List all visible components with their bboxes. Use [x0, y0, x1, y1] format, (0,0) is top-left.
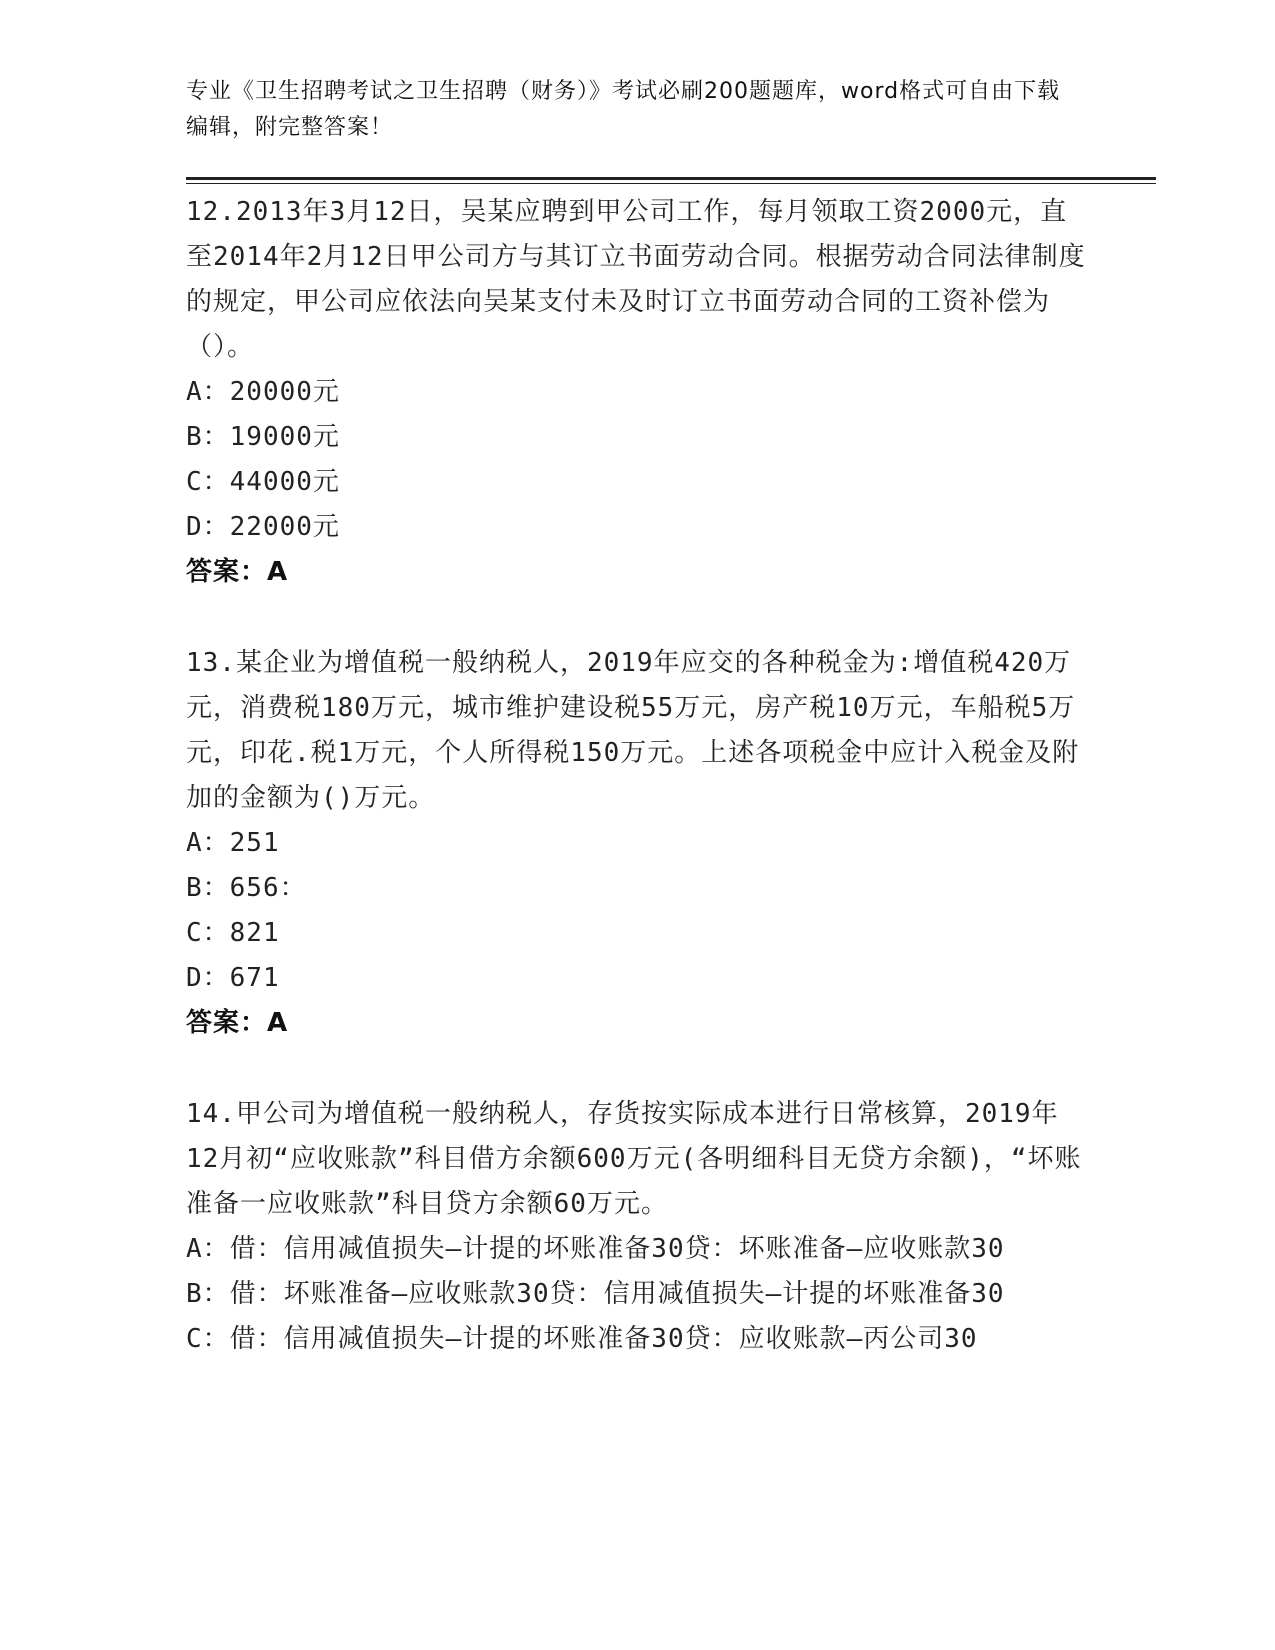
answer-line: 答案：A [186, 1008, 289, 1038]
option-b: B：19000元 [186, 422, 340, 452]
question-stem: 13.某企业为增值税一般纳税人，2019年应交的各种税金为:增值税420万元，消费税180万元，城市维护建设税55万元，房产税10万元，车船税5万元，印花.税1万元，个人所得税150万元。上述各项税金中应计入税金及附加的金额为()万元。 [186, 648, 1080, 813]
document-header: 专业《卫生招聘考试之卫生招聘（财务）》考试必刷200题题库，word格式可自由下载编辑，附完整答案！ [186, 79, 1061, 140]
option-a: A：251 [186, 828, 280, 858]
option-c: C：821 [186, 918, 280, 948]
question-stem: 12.2013年3月12日，吴某应聘到甲公司工作，每月领取工资2000元，直至2014年2月12日甲公司方与其订立书面劳动合同。根据劳动合同法律制度的规定，甲公司应依法向吴某支付未及时订立书面劳动合同的工资补偿为（）。 [186, 197, 1086, 362]
option-d: D：671 [186, 963, 280, 993]
header-divider-thin [186, 183, 1156, 184]
question-stem: 14.甲公司为增值税一般纳税人，存货按实际成本进行日常核算，2019年12月初“应收账款”科目借方余额600万元(各明细科目无贷方余额)，“坏账准备一应收账款”科目贷方余额60万元。 [186, 1099, 1082, 1219]
option-c: C：借：信用减值损失—计提的坏账准备30贷：应收账款—丙公司30 [186, 1324, 978, 1354]
question-14 [186, 1092, 1086, 1362]
answer-line: 答案：A [186, 557, 289, 587]
header-divider-thick [186, 177, 1156, 180]
option-b: B：656： [186, 873, 307, 903]
option-b: B：借：坏账准备—应收账款30贷：信用减值损失—计提的坏账准备30 [186, 1279, 1005, 1309]
question-list [186, 190, 1086, 1408]
option-c: C：44000元 [186, 467, 340, 497]
option-a: A：20000元 [186, 377, 340, 407]
option-d: D：22000元 [186, 512, 340, 542]
question-12 [186, 190, 1086, 595]
option-a: A：借：信用减值损失—计提的坏账准备30贷：坏账准备—应收账款30 [186, 1234, 1005, 1264]
question-13 [186, 641, 1086, 1046]
